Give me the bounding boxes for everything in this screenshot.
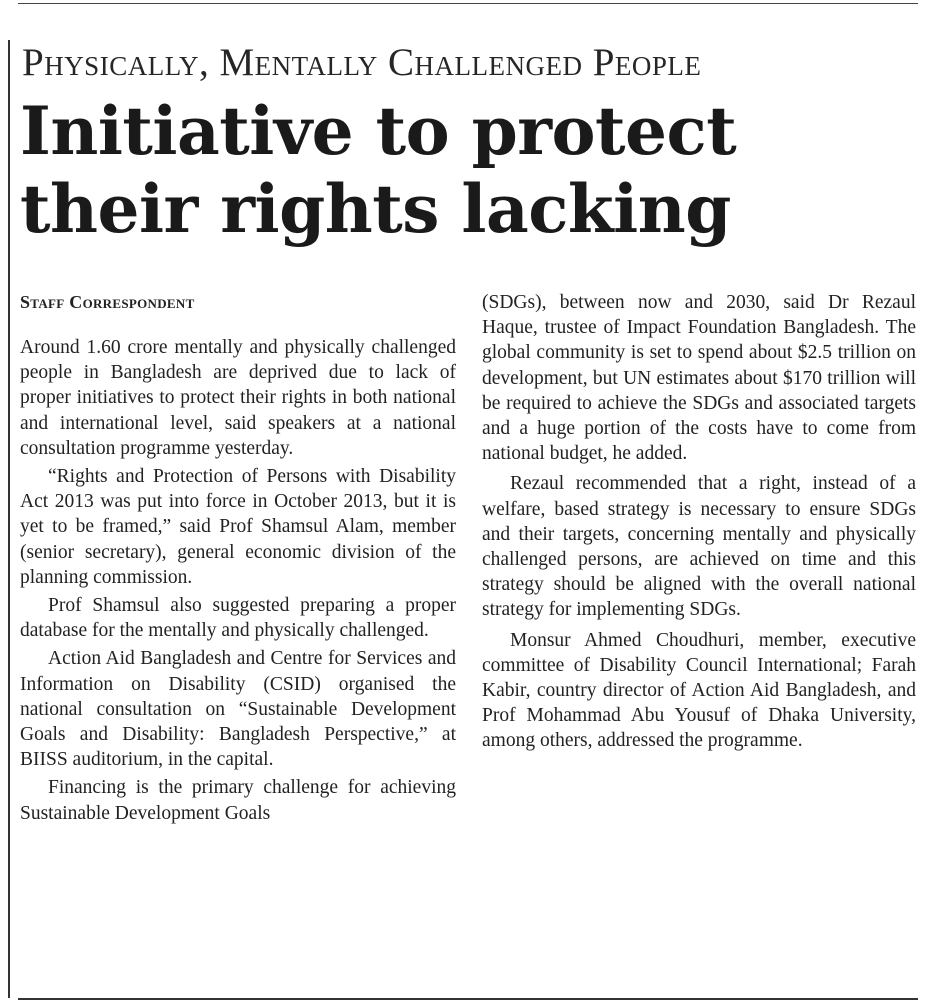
article-column-left xyxy=(20,335,456,826)
article-column-right xyxy=(482,290,916,754)
paragraph: Rezaul recommended that a right, instead of a welfare, based strategy is necessary to ensure SDGs and their targets, concerning mentally and physically challenged persons, are achieved on time and this strategy should be aligned with the overall national strategy for implementing SDGs. xyxy=(482,473,916,621)
bottom-rule xyxy=(18,998,918,1000)
paragraph: Around 1.60 crore mentally and physically challenged people in Bangladesh are deprived due to lack of proper initiatives to protect their rights in both national and international level, said speakers at a national consultation programme yesterday. xyxy=(20,337,456,459)
paragraph: Financing is the primary challenge for achieving Sustainable Development Goals xyxy=(20,777,456,824)
paragraph: Prof Shamsul also suggested preparing a proper database for the mentally and physically challenged. xyxy=(20,595,456,642)
paragraph: Action Aid Bangladesh and Centre for Services and Information on Disability (CSID) organised the national consultation on “Sustainable Development Goals and Disability: Bangladesh Perspective,” at BIISS auditorium, in the capital. xyxy=(20,648,456,771)
top-rule xyxy=(18,3,918,4)
headline: Initiative to protect their rights lacking xyxy=(20,92,737,248)
paragraph: “Rights and Protection of Persons with Disability Act 2013 was put into force in October 2013, but it is yet to be framed,” said Prof Shamsul Alam, member (senior secretary), general economic division of the planning commission. xyxy=(20,466,456,588)
byline: Staff Correspondent xyxy=(20,292,195,312)
paragraph: (SDGs), between now and 2030, said Dr Rezaul Haque, trustee of Impact Foundation Bangladesh. The global community is set to spend about $2.5 trillion on development, but UN estimates about $170 trillion will be required to achieve the SDGs and associated targets and a huge portion of the costs have to come from national budget, he added. xyxy=(482,292,916,465)
left-column-rule xyxy=(8,40,10,998)
paragraph: Monsur Ahmed Choudhuri, member, executive committee of Disability Council International; Farah Kabir, country director of Action Aid Bangladesh, and Prof Mohammad Abu Yousuf of Dhaka University, among others, addressed the programme. xyxy=(482,629,916,752)
kicker: Physically, Mentally Challenged People xyxy=(22,41,702,84)
